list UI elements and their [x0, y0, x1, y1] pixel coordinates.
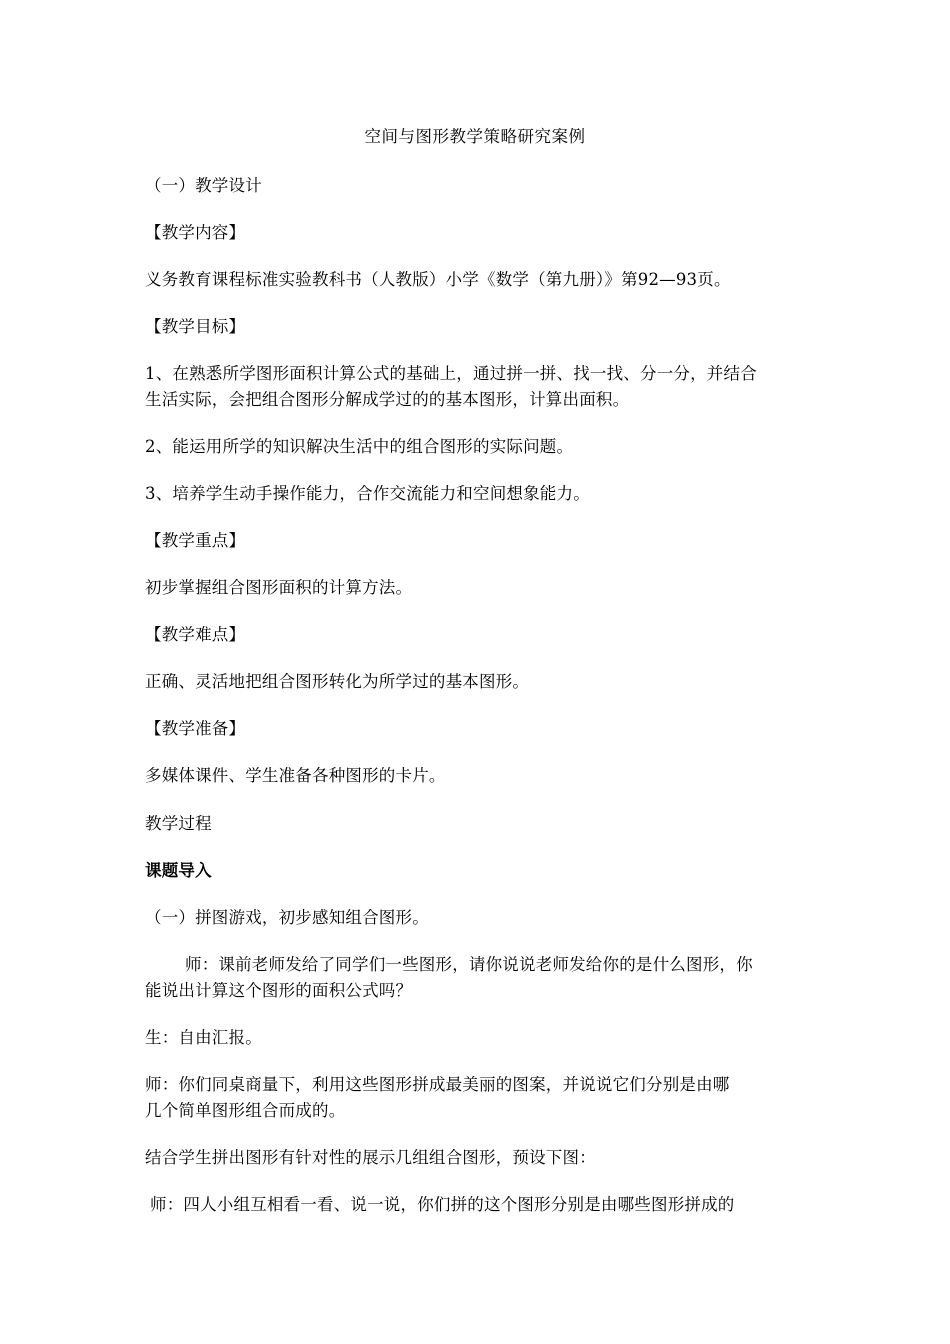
- heading-teaching-content: 【教学内容】: [145, 223, 246, 242]
- heading-teaching-process: 教学过程: [145, 814, 212, 833]
- paragraph-goal-1-line-2: 生活实际，会把组合图形分解成学过的的基本图形，计算出面积。: [145, 390, 630, 409]
- paragraph-teacher-1-line-1: 师：课前老师发给了同学们一些图形，请你说说老师发给你的是什么图形，你: [185, 955, 753, 974]
- paragraph-preparation: 多媒体课件、学生准备各种图形的卡片。: [145, 766, 446, 785]
- heading-preparation: 【教学准备】: [145, 719, 246, 738]
- paragraph-teaching-content: 义务教育课程标准实验教科书（人教版）小学《数学（第九册）》第92—93页。: [145, 270, 731, 289]
- section-heading-design: （一）教学设计: [145, 176, 262, 195]
- paragraph-teacher-2-line-2: 几个简单图形组合而成的。: [145, 1101, 346, 1120]
- paragraph-teacher-1-line-2: 能说出计算这个图形的面积公式吗？: [145, 981, 413, 1000]
- heading-key-point: 【教学重点】: [145, 531, 246, 550]
- heading-difficult-point: 【教学难点】: [145, 625, 246, 644]
- subheading-puzzle-game: （一）拼图游戏，初步感知组合图形。: [145, 908, 429, 927]
- heading-lesson-intro: 课题导入: [145, 861, 212, 880]
- document-title: 空间与图形教学策略研究案例: [364, 127, 586, 146]
- paragraph-combine-shapes: 结合学生拼出图形有针对性的展示几组组合图形，预设下图：: [145, 1148, 596, 1167]
- paragraph-teacher-2-line-1: 师：你们同桌商量下，利用这些图形拼成最美丽的图案，并说说它们分别是由哪: [145, 1075, 730, 1094]
- paragraph-teacher-3: 师：四人小组互相看一看、说一说，你们拼的这个图形分别是由哪些图形拼成的: [150, 1195, 735, 1214]
- paragraph-student-1: 生：自由汇报。: [145, 1028, 262, 1047]
- paragraph-difficult-point: 正确、灵活地把组合图形转化为所学过的基本图形。: [145, 672, 530, 691]
- paragraph-goal-1-line-1: 1、在熟悉所学图形面积计算公式的基础上，通过拼一拼、找一找、分一分，并结合: [145, 364, 757, 383]
- paragraph-key-point: 初步掌握组合图形面积的计算方法。: [145, 578, 413, 597]
- paragraph-goal-3: 3、培养学生动手操作能力，合作交流能力和空间想象能力。: [145, 484, 590, 503]
- paragraph-goal-2: 2、能运用所学的知识解决生活中的组合图形的实际问题。: [145, 437, 574, 456]
- heading-teaching-goals: 【教学目标】: [145, 317, 246, 336]
